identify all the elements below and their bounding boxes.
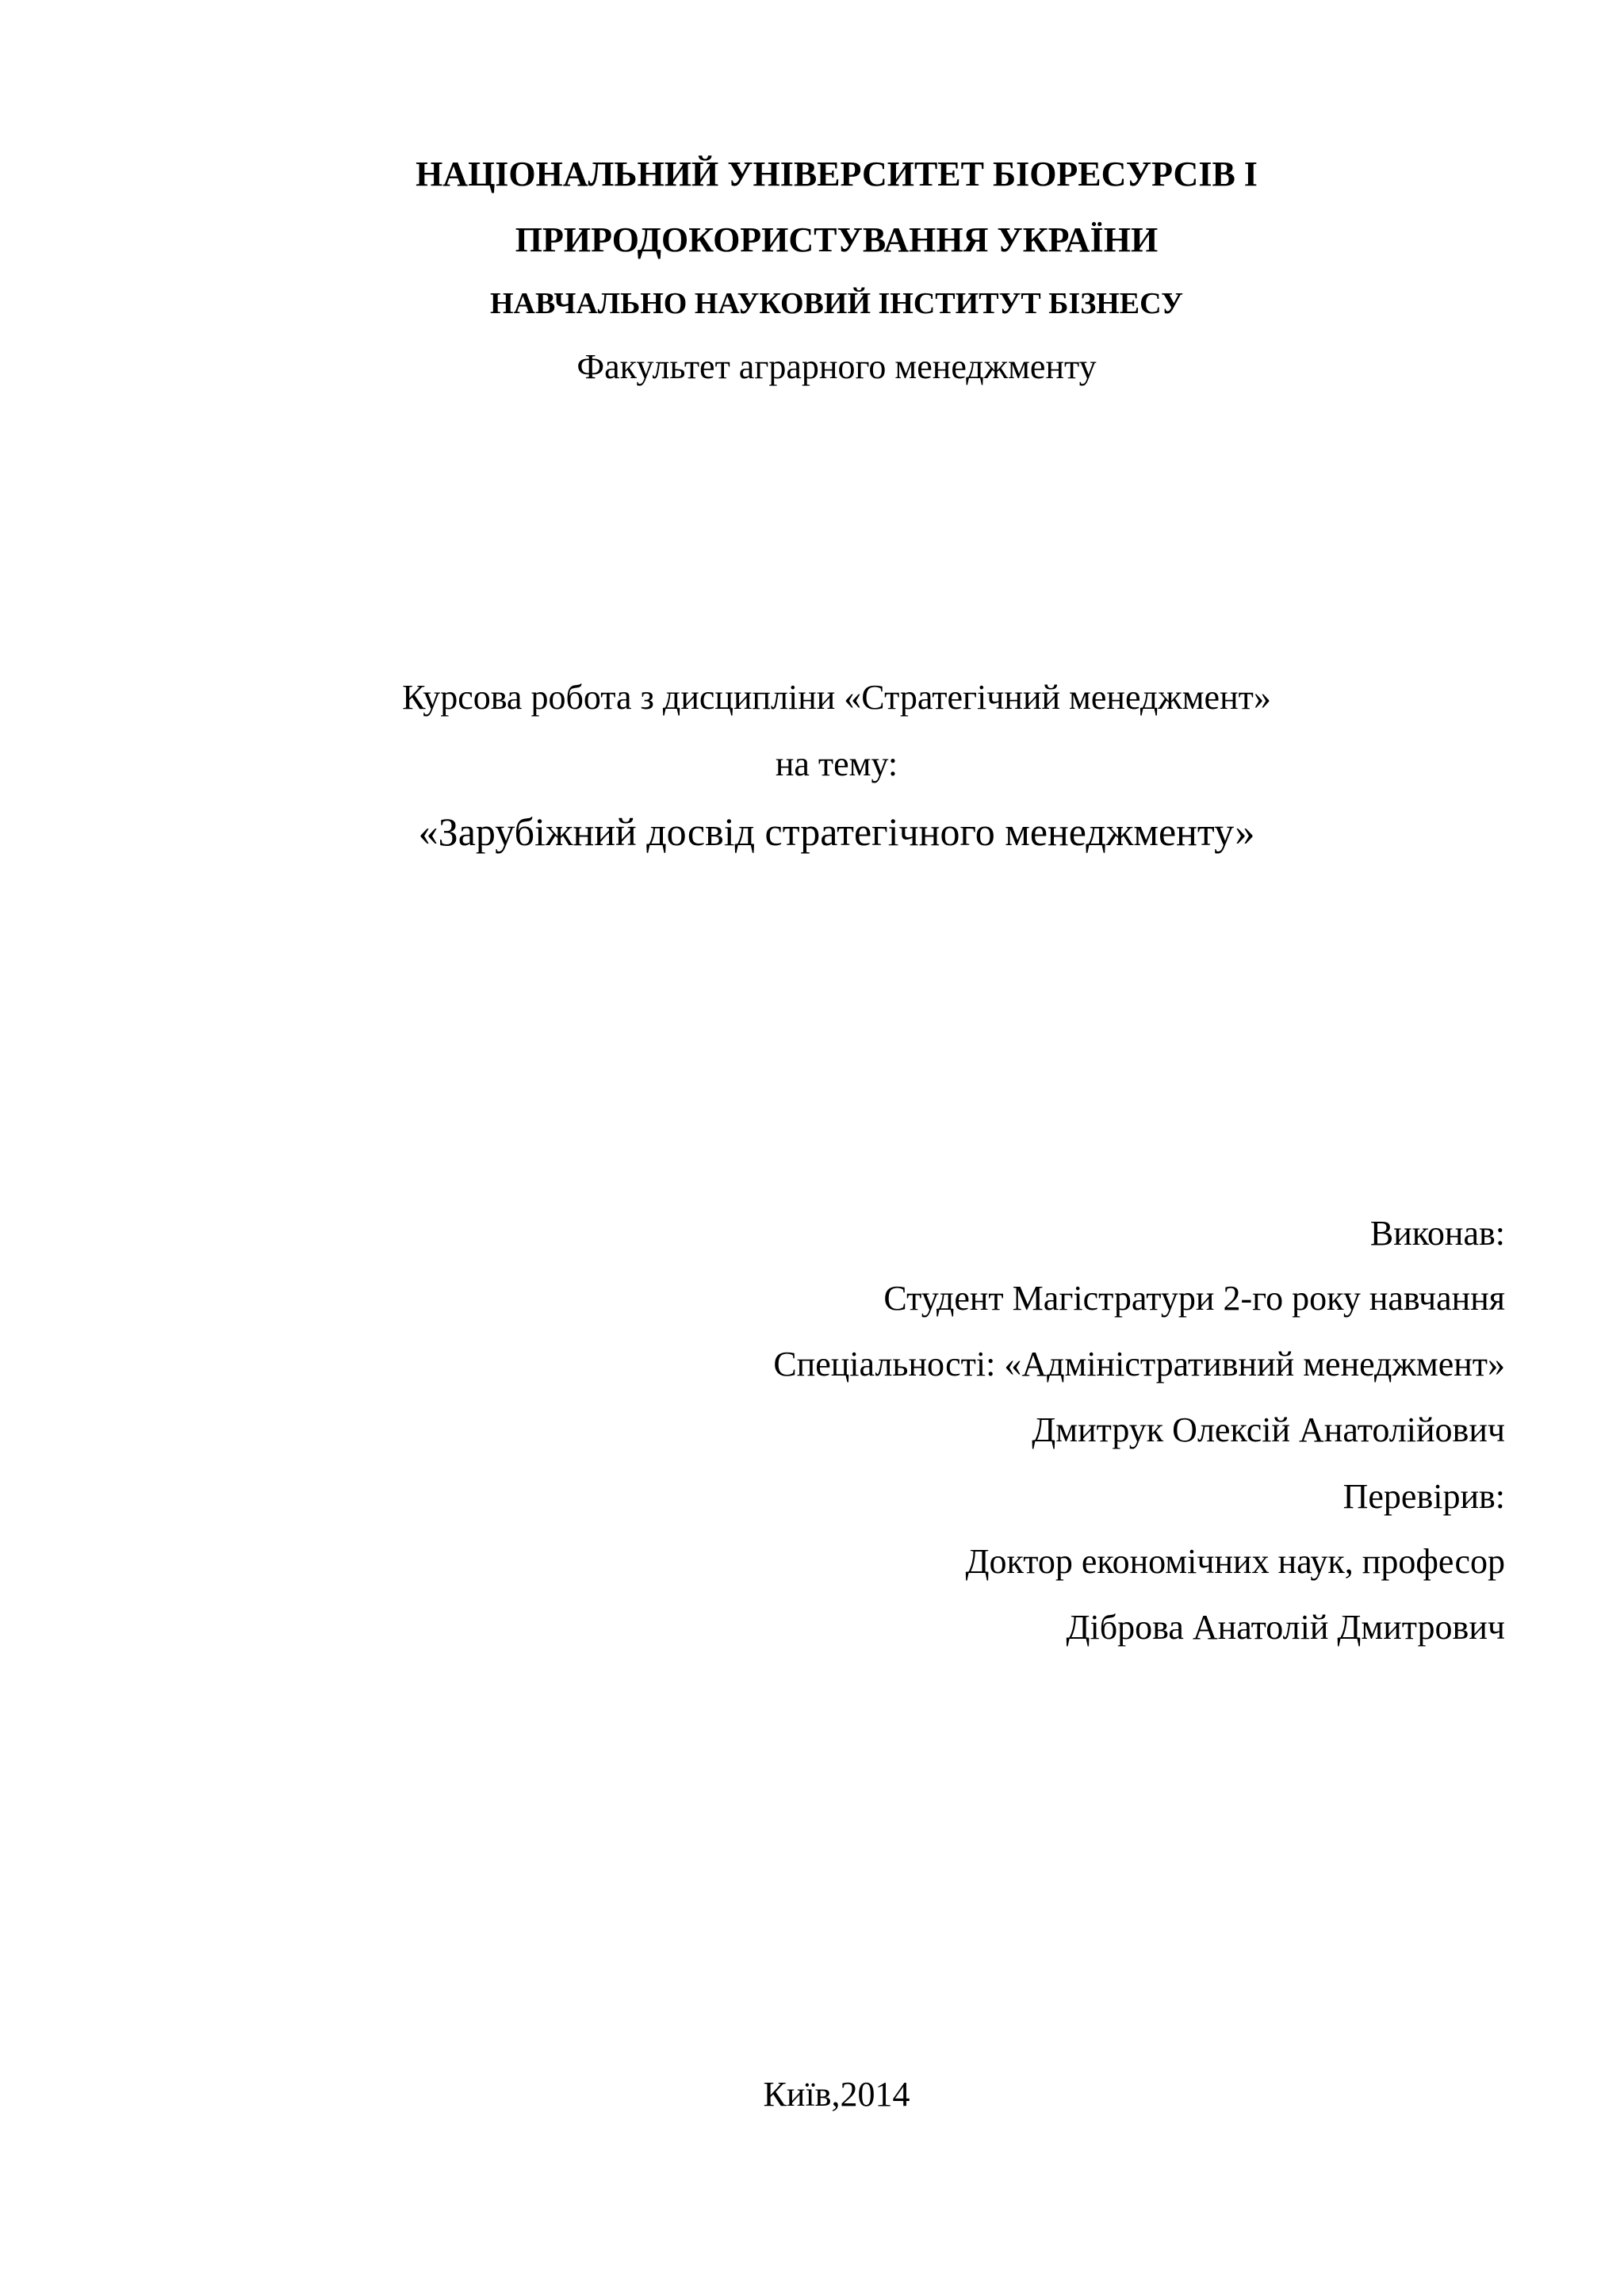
performed-by-label: Виконав: [1369,1214,1505,1253]
on-topic-label: на тему: [775,744,898,783]
student-name: Дмитрук Олексій Анатолійович [1032,1410,1505,1449]
supervisor-title: Доктор економічних наук, професор [965,1542,1505,1581]
student-description: Студент Магістратури 2-го року навчання [883,1279,1505,1318]
checked-by-label: Перевірив: [1342,1477,1505,1516]
specialty-line: Спеціальності: «Адміністративний менеджмент» [773,1345,1505,1383]
topic-title: «Зарубіжний досвід стратегічного менеджменту» [418,809,1255,854]
institute-name: НАВЧАЛЬНО НАУКОВИЙ ІНСТИТУТ БІЗНЕСУ [490,287,1183,320]
university-name-line-1: НАЦІОНАЛЬНИЙ УНІВЕРСИТЕТ БІОРЕСУРСІВ І [416,155,1258,193]
supervisor-name: Діброва Анатолій Дмитрович [1066,1608,1505,1647]
university-name-line-2: ПРИРОДОКОРИСТУВАННЯ УКРАЇНИ [515,220,1159,259]
city-year: Київ,2014 [763,2075,910,2114]
course-work-title: Курсова робота з дисципліни «Стратегічний менеджмент» [402,678,1271,717]
faculty-name: Факультет аграрного менеджменту [576,347,1097,386]
